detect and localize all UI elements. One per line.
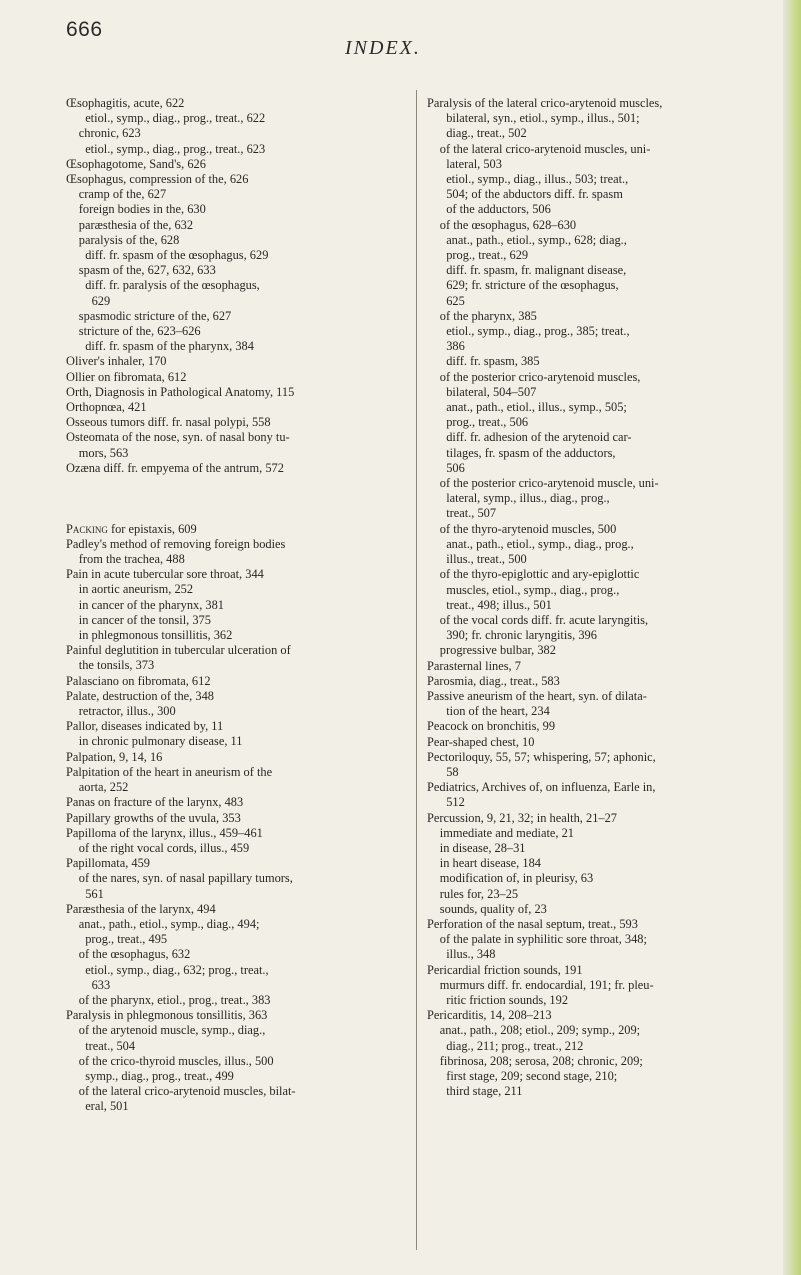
index-entry: Percussion, 9, 21, 32; in health, 21–27 [427, 810, 617, 825]
index-entry: in disease, 28–31 [439, 840, 526, 855]
index-entry: Pain in acute tubercular sore throat, 344 [66, 567, 264, 582]
index-entry: Peacock on bronchitis, 99 [427, 719, 556, 734]
index-entry: of the pharynx, etiol., prog., treat., 383 [78, 992, 271, 1007]
index-entry: chronic, 623 [78, 126, 141, 141]
index-entry: fibrinosa, 208; serosa, 208; chronic, 209; [439, 1053, 643, 1068]
index-entry: 512 [446, 795, 465, 810]
index-entry: of the pharynx, 385 [439, 308, 537, 323]
index-entry: progressive bulbar, 382 [439, 643, 556, 658]
index-entry: of the œsophagus, 632 [78, 947, 191, 962]
running-head: INDEX. [345, 37, 421, 59]
index-entry: Papillomata, 459 [66, 856, 150, 871]
index-entry: diag., treat., 502 [446, 126, 527, 141]
index-entry: Packing for epistaxis, 609 [66, 521, 197, 536]
column-divider [416, 90, 417, 1250]
index-entry: symp., diag., prog., treat., 499 [85, 1068, 234, 1083]
index-entry: 561 [85, 886, 104, 901]
index-entry: 58 [446, 764, 459, 779]
index-entry: eral, 501 [85, 1099, 129, 1114]
index-entry: Parosmia, diag., treat., 583 [427, 673, 560, 688]
index-entry: 390; fr. chronic laryngitis, 396 [446, 628, 597, 643]
index-entry: diff. fr. spasm of the pharynx, 384 [85, 339, 254, 354]
index-entry: 629; fr. stricture of the œsophagus, [446, 278, 619, 293]
index-entry: retractor, illus., 300 [78, 704, 176, 719]
index-entry: Parasternal lines, 7 [427, 658, 521, 673]
index-entry: Palpitation of the heart in aneurism of the [66, 764, 273, 779]
index-entry: Panas on fracture of the larynx, 483 [66, 795, 244, 810]
index-entry: paræsthesia of the, 632 [78, 217, 194, 232]
index-entry: 625 [446, 293, 465, 308]
index-entry [66, 476, 408, 491]
left-column [66, 96, 408, 1115]
index-entry: Osseous tumors diff. fr. nasal polypi, 558 [66, 415, 271, 430]
index-entry: Pectoriloquy, 55, 57; whispering, 57; aphonic, [427, 749, 656, 764]
index-entry: anat., path., etiol., symp., diag., 494; [78, 916, 260, 931]
index-entry: diff. fr. paralysis of the œsophagus, [85, 278, 260, 293]
index-entry: anat., path., 208; etiol., 209; symp., 209; [439, 1023, 641, 1038]
index-entry: first stage, 209; second stage, 210; [446, 1069, 618, 1083]
index-entry: in phlegmonous tonsillitis, 362 [78, 628, 233, 643]
right-column [427, 96, 771, 1099]
index-entry: Padley's method of removing foreign bodies [66, 536, 286, 551]
index-entry: Pericarditis, 14, 208–213 [427, 1008, 552, 1023]
index-entry: anat., path., etiol., symp., 628; diag., [446, 232, 627, 247]
index-entry: diff. fr. adhesion of the arytenoid car- [446, 430, 632, 445]
index-entry: treat., 507 [446, 506, 497, 521]
index-entry: murmurs diff. fr. endocardial, 191; fr. pleu- [439, 977, 654, 992]
index-entry: treat., 504 [85, 1038, 136, 1053]
index-entry: paralysis of the, 628 [78, 232, 180, 247]
index-entry: Palate, destruction of the, 348 [66, 688, 214, 703]
index-entry: Painful deglutition in tubercular ulceration of [66, 643, 291, 658]
index-entry: aorta, 252 [78, 780, 129, 795]
index-entry: of the œsophagus, 628–630 [439, 217, 577, 232]
index-entry: Papillary growths of the uvula, 353 [66, 810, 241, 825]
index-entry: in cancer of the tonsil, 375 [78, 612, 211, 627]
index-entry: etiol., symp., diag., prog., treat., 622 [85, 111, 266, 126]
index-entry [66, 506, 408, 521]
index-entry: diff. fr. spasm, fr. malignant disease, [446, 263, 627, 278]
index-entry: of the nares, syn. of nasal papillary tumors, [78, 871, 293, 886]
index-entry: Oliver's inhaler, 170 [66, 354, 167, 369]
index-entry: third stage, 211 [446, 1084, 523, 1099]
index-entry: spasm of the, 627, 632, 633 [78, 263, 216, 278]
index-entry: of the right vocal cords, illus., 459 [78, 840, 250, 855]
index-entry: muscles, etiol., symp., diag., prog., [446, 582, 620, 597]
index-entry: Paralysis of the lateral crico-arytenoid muscles, [427, 96, 663, 110]
index-entry: in aortic aneurism, 252 [78, 582, 194, 597]
index-entry: prog., treat., 506 [446, 415, 529, 430]
index-entry: of the arytenoid muscle, symp., diag., [78, 1023, 266, 1038]
index-entry: of the posterior crico-arytenoid muscles, [439, 369, 641, 384]
index-entry: rules for, 23–25 [439, 886, 519, 901]
index-entry: of the crico-thyroid muscles, illus., 500 [78, 1053, 274, 1068]
index-entry: lateral, 503 [446, 156, 502, 171]
index-entry: Œsophagotome, Sand's, 626 [66, 156, 206, 171]
index-entry: illus., treat., 500 [446, 552, 527, 567]
index-entry: Pear-shaped chest, 10 [427, 734, 535, 749]
index-entry: Œsophagitis, acute, 622 [66, 96, 185, 110]
index-entry: of the lateral crico-arytenoid muscles, bilat- [78, 1084, 296, 1099]
index-entry: anat., path., etiol., illus., symp., 505; [446, 400, 627, 415]
page-number: 666 [66, 18, 103, 41]
index-entry: Papilloma of the larynx, illus., 459–461 [66, 825, 263, 840]
index-entry: Perforation of the nasal septum, treat., 593 [427, 916, 638, 931]
index-entry: etiol., symp., diag., prog., 385; treat., [446, 324, 630, 339]
index-entry: foreign bodies in the, 630 [78, 202, 206, 217]
index-entry: Ozæna diff. fr. empyema of the antrum, 572 [66, 460, 284, 475]
index-entry: etiol., symp., diag., 632; prog., treat., [85, 962, 269, 977]
index-entry: bilateral, syn., etiol., symp., illus., 501; [446, 111, 640, 126]
index-entry: diff. fr. spasm of the œsophagus, 629 [85, 248, 269, 263]
index-entry: Paralysis in phlegmonous tonsillitis, 363 [66, 1008, 268, 1023]
index-entry: diag., 211; prog., treat., 212 [446, 1038, 584, 1053]
index-entry: 386 [446, 339, 465, 354]
index-entry: lateral, symp., illus., diag., prog., [446, 491, 610, 506]
index-entry: of the vocal cords diff. fr. acute laryngitis, [439, 612, 649, 627]
index-entry: Œsophagus, compression of the, 626 [66, 172, 249, 187]
index-entry: of the palate in syphilitic sore throat, 348; [439, 932, 647, 947]
index-entry: of the lateral crico-arytenoid muscles, uni- [439, 141, 651, 156]
index-entry: anat., path., etiol., symp., diag., prog., [446, 536, 634, 551]
index-entry: the tonsils, 373 [78, 658, 155, 673]
index-entry: 504; of the abductors diff. fr. spasm [446, 187, 623, 202]
page-edge [783, 0, 801, 1275]
index-entry: Pediatrics, Archives of, on influenza, Earle in, [427, 780, 656, 795]
index-entry: stricture of the, 623–626 [78, 324, 201, 339]
index-entry: modification of, in pleurisy, 63 [439, 871, 594, 886]
index-entry: diff. fr. spasm, 385 [446, 354, 540, 369]
index-entry: in chronic pulmonary disease, 11 [78, 734, 243, 749]
index-entry: Ollier on fibromata, 612 [66, 369, 187, 384]
index-entry: immediate and mediate, 21 [439, 825, 574, 840]
index-entry: from the trachea, 488 [78, 552, 185, 567]
index-entry: mors, 563 [78, 445, 129, 460]
index-entry: ritic friction sounds, 192 [446, 992, 569, 1007]
index-entry: tilages, fr. spasm of the adductors, [446, 445, 616, 460]
index-entry: of the adductors, 506 [446, 202, 551, 217]
index-entry: etiol., symp., diag., illus., 503; treat., [446, 172, 629, 187]
index-entry: of the thyro-arytenoid muscles, 500 [439, 521, 617, 536]
index-entry: Paræsthesia of the larynx, 494 [66, 901, 216, 916]
index-entry: treat., 498; illus., 501 [446, 597, 552, 612]
index-entry: 506 [446, 460, 465, 475]
index-entry: illus., 348 [446, 947, 496, 962]
index-entry: sounds, quality of, 23 [439, 901, 547, 916]
index-entry: 633 [91, 977, 111, 992]
index-entry: of the posterior crico-arytenoid muscle, uni- [439, 476, 659, 491]
index-entry [66, 491, 408, 506]
index-entry: in cancer of the pharynx, 381 [78, 597, 224, 612]
index-entry: prog., treat., 629 [446, 248, 529, 263]
index-entry: Palpation, 9, 14, 16 [66, 749, 163, 764]
index-entry: prog., treat., 495 [85, 932, 168, 947]
index-entry: etiol., symp., diag., prog., treat., 623 [85, 141, 266, 156]
index-entry: Orth, Diagnosis in Pathological Anatomy, 115 [66, 384, 295, 399]
index-entry: 629 [91, 293, 111, 308]
index-entry: cramp of the, 627 [78, 187, 167, 202]
index-entry: Osteomata of the nose, syn. of nasal bony tu- [66, 430, 290, 445]
index-entry: in heart disease, 184 [439, 856, 541, 871]
index-entry: tion of the heart, 234 [446, 704, 550, 719]
index-entry: Orthopnœa, 421 [66, 400, 147, 415]
index-entry: of the thyro-epiglottic and ary-epiglottic [439, 567, 640, 582]
index-entry: Passive aneurism of the heart, syn. of dilata- [427, 688, 647, 703]
index-entry: Palasciano on fibromata, 612 [66, 673, 211, 688]
index-entry: spasmodic stricture of the, 627 [78, 308, 232, 323]
index-entry: bilateral, 504–507 [446, 384, 537, 399]
index-entry: Pallor, diseases indicated by, 11 [66, 719, 224, 734]
index-entry: Pericardial friction sounds, 191 [427, 962, 583, 977]
